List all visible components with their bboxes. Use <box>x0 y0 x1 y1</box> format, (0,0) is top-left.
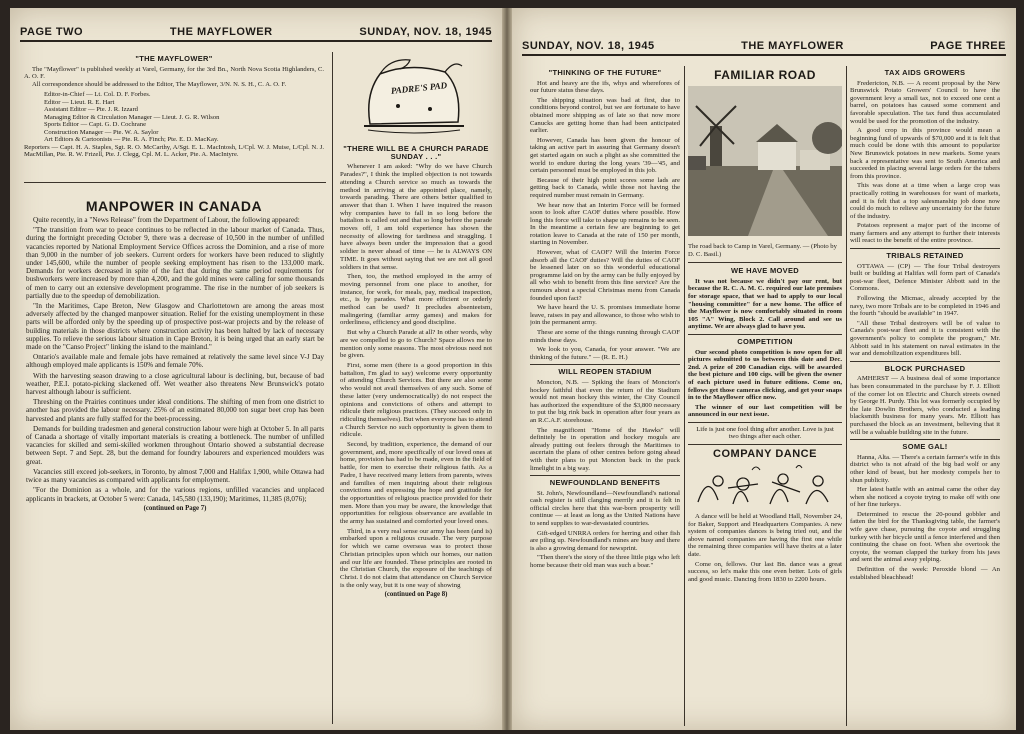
divider <box>850 439 1000 440</box>
paragraph: Our second photo competition is now open for all pictures submitted to us between this date and Dec. 2nd. A prize of 200 Canadian cigs. will be awarded the best picture and 100 cigs. will be given the owner of each picture used in future editions. Come on, fellows get those cameras clicking, and get your snaps in to the Mayflower office now. <box>688 348 842 402</box>
left-date: SUNDAY, NOV. 18, 1945 <box>359 26 492 38</box>
paragraph: Then, too, the method employed in the army of moving personnel from one place to another, for instance, for work, for meals, pay, medical inspection, etc., is by parades. What more efficient or orderly method can be used? It precludes absenteeism, malingering (familiar army games) and makes for orderliness, efficiency and good discipline. <box>340 273 492 327</box>
divider <box>850 248 1000 249</box>
masthead-line: Assistant Editor — Pte. J. R. Izzard <box>44 106 138 113</box>
future-title: "THINKING OF THE FUTURE" <box>548 68 662 77</box>
paragraph: Because of their high point scores some lads are getting back to Canada, while those not having the required number must remain in Germany. <box>530 176 680 199</box>
paragraph: Vacancies still exceed job-seekers, in Toronto, by almost 7,000 and Halifax 1,900, while Ottawa had twice as many vacancies as compared with applicants for employment. <box>26 467 324 485</box>
paragraph: "In the Maritimes, Cape Breton, New Glasgow and Charlottetown are among the areas most adversely affected by the changed manpower situation. Relief for the existing unemployment in these parts will be afforded only by the speeding up of prospective post-war projects and by the release of building materials in those districts where construction activity has been halted by lack of necessary supplies. To relieve the serious labour situation in Cape Breton, it is being urged that an early start be made on the "Canso Project" linking the island to the mainland." <box>26 302 324 352</box>
paragraph: Demands for building tradesmen and general construction labour were high at October 5. In all parts of Canada a shortage of vitally important materials is creating a bottleneck. The number of unfilled vacancies for skilled and semi-skilled workmen throughout Ontario showed a substantial decrease between Sept. 7 and Sept. 28, but the demand for foundry labourers and experienced moulders was great. <box>26 424 324 466</box>
divider <box>688 334 842 335</box>
paragraph: But why a Church Parade at all? In other words, why are we compelled to go to Church? Space allows me to mention only some reasons. The most obvious need not be given. <box>340 329 492 360</box>
manpower-title: MANPOWER IN CANADA <box>85 198 263 214</box>
block-title: BLOCK PURCHASED <box>884 363 966 373</box>
paragraph: AMHERST — A business deal of some importance has been consummated in the purchase by F. J. Elliott of the corner lot on Electric and Church streets owned by George H. Purdy. This lot was formerly occupied by the late Dowlin Brothers, who conducted a leading blacksmith business for many years. Mr. Elliott has purchased the block as an investment, believing that it will be a valuable building site in the future. <box>850 375 1000 436</box>
church-parade-title: "THERE WILL BE A CHURCH PARADE SUNDAY . . ." <box>343 144 489 161</box>
paragraph: "Then there's the story of the three little pigs who left home because their old man was such a boar." <box>530 554 680 570</box>
paragraph: Ontario's available male and female jobs have remained at relatively the same level since V-J Day although employed male applicants is 150% and female 70%. <box>26 353 324 370</box>
familiar-road-photo <box>688 86 842 236</box>
paragraph: Quite recently, in a "News Release" from the Department of Labour, the following appeared: <box>33 216 300 224</box>
divider <box>688 262 842 263</box>
paragraph: The shipping situation was bad at first, due to conditions beyond control, but we are fortunate to have obtained more shipping as of late so that now more Canucks are getting home than had been anticipated earlier. <box>530 96 680 135</box>
paragraph: However, Canada has been given the honour of taking an active part in assuring that Germany doesn't get started again on such a plight as she committed the world to endure during the long years '39—'45, and certain personnel must be employed in this job. <box>530 136 680 175</box>
some-gal-title: SOME GAL! <box>902 442 948 452</box>
right-paper-name: THE MAYFLOWER <box>741 40 844 52</box>
masthead-rule <box>24 182 326 183</box>
paragraph: Moncton, N.B. — Spiking the fears of Moncton's hockey faithful that even the return of the Stadium would not mean hockey this winter, the City Council has authorized the expenditure of the $3,800 necessary to put the big rink back in operation after four years as an R.C.A.F. storehouse. <box>530 378 680 424</box>
paragraph: The winner of our last competition will be announced in our next issue. <box>688 403 842 419</box>
moved-title: WE HAVE MOVED <box>731 266 799 276</box>
paragraph: These are some of the things running through CAOF minds these days. <box>530 329 680 344</box>
continued-note: (continued on Page 7) <box>143 504 207 512</box>
padre-cartoon <box>350 54 480 136</box>
right-date: SUNDAY, NOV. 18, 1945 <box>522 40 655 52</box>
masthead-line: The "Mayflower" is published weekly at Varel, Germany, for the 3rd Bn., North Nova Scotia Highlanders, C. A. O. F. <box>24 65 324 80</box>
familiar-road-title: FAMILIAR ROAD <box>714 68 816 82</box>
right-column-2 <box>688 66 842 726</box>
binding-gutter <box>502 8 512 730</box>
paragraph: "The transition from war to peace continues to be reflected in the labour market of Canada. Thus, during the fortnight preceding October 9, there was a decrease of 10,500 in the number of unfilled vacancies reported by National Employment Service Offices across the Dominion, and a rise of more than 9,000 in the number of job seekers. Current orders for workers have been reduced to slightly under 145,600, while the number of people seeking employment has risen to the 133,000 mark. Demands for workers decreased in spite of the fact that during the same period requirements for bushworkers were increased by more than 4,200, and the gold mines were calling for some thousands of men to carry out an extensive development programme. The rise in the number of job seekers is partially due to the speedup of demobilization. <box>26 226 324 300</box>
masthead-line: All correspondence should be addressed to the Editor, The Mayflower, 3/N. N. S. H., C. A. O. F. <box>32 80 287 88</box>
right-folio: PAGE THREE <box>930 40 1006 52</box>
paragraph: This was done at a time when a large crop was practically rotting in warehouses for want of markets, and it is felt that a top salesmanship job done now could do much to relieve any uncertainty for the future of the industry. <box>850 182 1000 220</box>
church-parade-article <box>340 142 492 724</box>
newfoundland-title: NEWFOUNDLAND BENEFITS <box>549 478 661 488</box>
left-folio: PAGE TWO <box>20 26 84 38</box>
paragraph: The magnificent "Home of the Hawks" will definitely be in operation and hockey moguls are already putting out feelers through the Maritimes to ascertain the plans of other centres before going ahead with their plans to put Moncton back in the puck limelight in a big way. <box>530 426 680 472</box>
paragraph: We look to you, Canada, for your answer. "We are thinking of the future." — (R. E. H.) <box>530 346 680 361</box>
competition-title: COMPETITION <box>737 336 793 346</box>
paragraph: Hot and heavy are the ifs, whys and wherefores of our future status these days. <box>530 79 680 95</box>
divider <box>850 361 1000 362</box>
paragraph: "For the Dominion as a whole, and for the various regions, unfilled vacancies and unplaced applicants in brackets, at October 5 were: Canada, 145,580 (133,190); Maritimes, 11,385 (8,076); <box>26 486 324 503</box>
moved-article <box>688 267 842 445</box>
paragraph: Threshing on the Prairies continues under ideal conditions. The shifting of men from one district to another has provided the labour necessary. 25% of an estimated 80,000 ton sugar beet crop has been harvested and plants are fully staffed for the beet-processing. <box>26 398 324 423</box>
masthead-line: Construction Manager — Pte. W. A. Saylor <box>44 128 159 136</box>
paragraph: Potatoes represent a major part of the income of many farmers and any attempt to further their interests will react to the benefit of the entire province. <box>850 222 1000 245</box>
right-column-1 <box>530 66 680 726</box>
paragraph: Following the Micmac, already accepted by the navy, two more Tribals are to be completed in 1946 and the fourth "should be available" in 1947. <box>850 295 1000 318</box>
continued-note: (continued on Page 8) <box>384 591 448 599</box>
right-page-content <box>512 8 1016 730</box>
paragraph: A dance will be held at Woodland Hall, November 24, for Baker, Support and Headquarters Companies. A new system of companies dances is being tried out, and the above named companies are having the first one while the remaining three companies will have theirs at a later date. <box>688 513 842 559</box>
paragraph: A good crop in this province would mean a beginning fund of upwards of $70,000 and it is felt that much could be done with this amount to popularize New Brunswick potatoes in new markets. Some years back a representative was sent to South America and succeeded in placing several large orders for the tubers from this province. <box>850 127 1000 180</box>
masthead <box>24 52 324 202</box>
left-page-content <box>10 8 502 730</box>
column-rule <box>332 52 333 724</box>
right-running-head <box>522 40 1006 56</box>
dancers-illustration-icon <box>688 462 842 508</box>
paragraph: "All these Tribal destroyers will be of value to Canada's post-war fleet and it is consistent with the government's policy to complete the program," Mr. Abbott said in his statement on naval estimates in the war and demobilization expenditures bill. <box>850 319 1000 358</box>
paragraph: First, some men (there is a good proportion in this battalion, I'm glad to say) welcome every opportunity of attending Church Services. But there are also some who would not avail themselves of any such. Some of these latter (very undemocratically) do not respect the opinions and convictions of others and attempt to ridicule their religious practices. (They succeed only in ridiculing themselves). But when everyone has to attend a Church Service no such opportunity is given them to ridicule. <box>340 361 492 439</box>
left-paper-name: THE MAYFLOWER <box>169 26 273 38</box>
paragraph: Fredericton, N.B. — A recent proposal by the New Brunswick Potato Growers' Council to have the government levy a small tax, not to exceed one cent a barrel, on potatoes has caused some comment and favorable speculation. The tax fund thus accumulated would be used for the promotion of the industry. <box>850 79 1000 125</box>
photo-caption: The road back to Camp in Varel, Germany. — (Photo by D. C. Basil.) <box>688 243 837 258</box>
paragraph: Hanna, Alta. — There's a certain farmer's wife in this district who is not afraid of the big bad wolf or any other kind of beast, but her modesty compels her to shun publicity. <box>850 453 1000 484</box>
cartoon-label: PADRE'S PAD <box>390 80 448 96</box>
paragraph: OTTAWA — (CP) — The four Tribal destroyers built or building at Halifax will form part of Canada's post-war fleet, Defence Minister Abbott said in the Commons. <box>850 262 1000 293</box>
divider <box>688 422 842 423</box>
paragraph: With the harvesting season drawing to a close agricultural labour is declining, but, because of bad weather, P.E.I. potato-picking slackened off. Wet weather also threatens New Brunswick's potato harvest although labour is sufficient. <box>26 371 324 397</box>
masthead-line: Editor — Lieut. R. E. Hart <box>44 98 115 106</box>
column-rule <box>684 66 685 726</box>
divider <box>688 444 842 445</box>
paragraph: Come on, fellows. Our last Bn. dance was a great success, so let's make this one even better. Lots of girls and good music. Dancing from 1830 to 2200 hours. <box>688 560 842 583</box>
masthead-title: "THE MAYFLOWER" <box>135 54 213 63</box>
paragraph: Gift-edged UNRRA orders for herring and other fish are piling up. Newfoundland's mines are busy and there is also a growing demand for newsprint. <box>530 529 680 552</box>
dance-article <box>688 513 842 583</box>
divider <box>530 364 680 365</box>
paragraph: St. John's, Newfoundland—Newfoundland's national cash register is still clanging merrily and it is felt in official circles here that this war-born prosperity will continue — at least as long as the United Nations have to send supplies to war-devastated countries. <box>530 489 680 528</box>
masthead-line: Editor-in-Chief — Lt. Col. D. F. Forbes. <box>44 91 151 98</box>
column-rule <box>846 66 847 726</box>
paragraph: We have heard the U. S. promises immediate home leave, raises in pay and allowance, to those who wish to join the permanent army. <box>530 304 680 327</box>
paragraph: Whenever I am asked: "Why do we have Church Parades?", I think the implied objection is not towards attending a Church service so much as towards the method in arriving at the appointed place, namely, towards parading. There are others better qualified to answer that than I. When I have inquired the reason why companies have to fall in so long before the battalion is called out and that so long before the parade moves off, I am told experience has shown the necessity of allowing for tardiness and straggling. I have always been under the impression that a good soldier is never ahead of time — he is ALWAYS ON TIME. It goes without saying that we are not all good soldiers in that sense. <box>340 163 492 271</box>
paragraph: It was not because we didn't pay our rent, but because the R. C. A. M. C. required our late premises for storage space, that we had to apply to our local "housing committee" for a new home. The office of the Mayflower is now comfortably situated in room 105 "A" Wing, Block 2. Call around and see us anytime. We are always glad to have you. <box>688 277 842 331</box>
stadium-title: WILL REOPEN STADIUM <box>558 367 652 377</box>
masthead-line: Managing Editor & Circulation Manager — Lieut. J. G. R. Wilson <box>44 113 220 121</box>
filler-quote: Life is just one fool thing after another. Love is just two things after each other. <box>696 425 834 441</box>
manpower-article <box>26 216 324 726</box>
left-running-head <box>20 26 492 42</box>
paragraph: Definition of the week: Peroxide blond — An established bleachhead! <box>850 566 1000 581</box>
paragraph: Determined to rescue the 20-pound gobbler and fatten the bird for the Thanksgiving table, the farmer's wife gave chase, pursuing the coyote and struggling turkey with her bicycle until a fence interfered and then continuing the chase on foot. When she overtook the coyote, the woman clapped the turkey from his jaws and sent the animal away yelping. <box>850 510 1000 564</box>
tax-title: TAX AIDS GROWERS <box>884 68 966 77</box>
padre-pad-illustration-icon <box>350 54 480 136</box>
masthead-line: Art Editors & Cartoonists — Pte. R. A. Finch; Pte. E. D. MacKay. <box>44 136 219 143</box>
paragraph: Third, in a very real sense our army has been (and is) embarked upon a religious crusade. The very purpose for which we came overseas was to protect those Christian principles upon which our homes, our nation and our life are founded. These principles are rooted in the Christian Church, the exposure of the teachings of Christ. I do not claim that attendance on Church Service is the only way, but it is one way of showing <box>340 527 492 589</box>
right-column-3 <box>850 66 1000 726</box>
masthead-line: Sports Editor — Capt. G. D. Cochrane <box>44 121 147 128</box>
company-dance-title: COMPANY DANCE <box>713 448 817 461</box>
paragraph: Second, by tradition, experience, the demand of our government, and, more specifically of our loved ones at home, provision has had to be made, even in the field of battle, for men to exercise their religious faith. As a Padre, I have received many letters from parents, wives and families of men inquiring about their religious convictions and expressing the hope and gratitude for the opportunities of religious practice provided for their men. More than you may be aware, the knowledge that opportunities for religious observance are available in the army has sustained and comforted your loved ones. <box>340 441 492 526</box>
masthead-line: Reporters — Capt. H. A. Staples, Sgt. R. O. McCarthy, A/Sgt. E. L. MacIntosh, L/Cpl. W. J. Muise, L/Cpl. N. J. MacMillan, Pte. R. W. Frizell, Pte. J. Clegg, Cpl. M. L. Acker, Pte. A. MacIntyre. <box>24 143 324 158</box>
tribals-title: TRIBALS RETAINED <box>886 251 964 261</box>
paragraph: However, what of CAOF? Will the Interim Force absorb all the CAOF duties? Will the duties of CAOF be lessened later on so this wonderful educational programme laid on by the army can be fully enjoyed by all who wish to benefit from this fine service? Are the rumours about a special Christmas menu from Canada founded upon fact? <box>530 249 680 302</box>
paragraph: We hear now that an Interim Force will be formed soon to look after CAOF duties where possible. How long this force will take to shape up remains to be seen. In the meantime a certain few are beginning to get rotation leave to Canada at the rate of 150 per month, starting in November. <box>530 201 680 247</box>
paragraph: Her latest battle with an animal came the other day when she noticed a coyote trying to make off with one of her fine turkeys. <box>850 486 1000 509</box>
divider <box>530 475 680 476</box>
